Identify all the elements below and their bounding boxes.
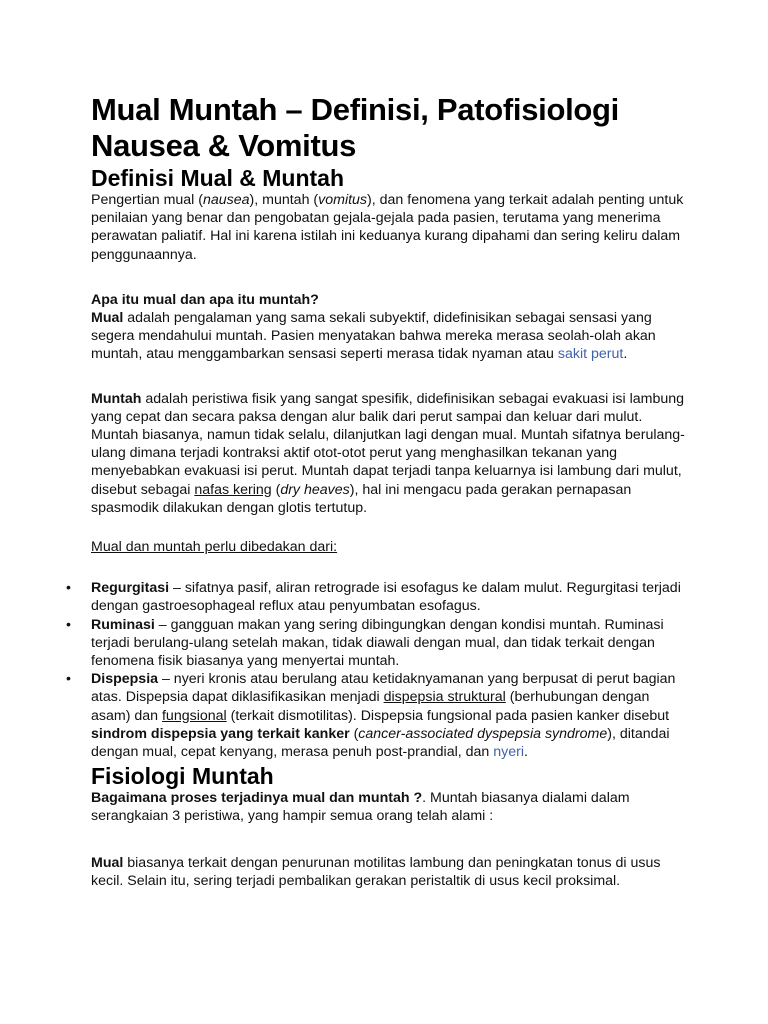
italic-term: dry heaves [280, 481, 350, 498]
text: biasanya terkait dengan penurunan motilitas lambung dan peningkatan tonus di usus kecil. Selain itu, sering terjadi pembalikan gerakan peristaltik di usus kecil proksimal. [91, 854, 661, 889]
list-item-regurgitasi [66, 579, 691, 615]
distinguish-list [66, 579, 691, 761]
text: (berhubungan dengan asam) dan [91, 689, 650, 724]
link-nyeri[interactable]: nyeri [493, 744, 525, 761]
document-title: Mual Muntah – Definisi, Patofisiologi Nausea & Vomitus [91, 92, 619, 163]
bullet-icon: • [66, 616, 71, 633]
bold-term: Dispepsia [91, 671, 159, 688]
text: adalah pengalaman yang sama sekali subyektif, didefinisikan sebagai sensasi yang segera mendahului muntah. Pasien menyatakan bahwa mereka merasa seolah-olah akan muntah, atau menggambarkan sensasi seperti merasa tidak nyaman atau [91, 310, 656, 363]
fisiologi-intro [91, 789, 691, 825]
section-heading-fisiologi: Fisiologi Muntah [91, 763, 274, 790]
underlined-term: nafas kering [194, 481, 272, 498]
text: . Muntah biasanya dialami dalam serangkaian 3 peristiwa, yang hampir semua orang telah alami : [91, 790, 630, 825]
text: – gangguan makan yang sering dibingungkan dengan kondisi muntah. Ruminasi terjadi berulang-ulang setelah makan, tidak diawali dengan mual, dan tidak terkait dengan fenomena fisik biasanya yang menyertai muntah. [91, 616, 664, 670]
text: . [623, 346, 628, 363]
distinguish-heading [91, 538, 691, 556]
text: . [524, 744, 528, 761]
underlined-term: fungsional [161, 707, 227, 724]
fisiologi-mual-paragraph [91, 854, 691, 890]
italic-term: nausea [202, 192, 250, 208]
section-heading-definisi: Definisi Mual & Muntah [91, 165, 344, 191]
bullet-icon: • [66, 580, 71, 597]
text: ( [271, 481, 281, 498]
bullet-icon: • [66, 671, 71, 688]
muntah-paragraph [91, 390, 691, 517]
text: – sifatnya pasif, aliran retrograde isi esofagus ke dalam mulut. Regurgitasi terjadi dengan gastroesophageal reflux atau penyumbatan esofagus. [91, 580, 681, 615]
italic-term: vomitus [318, 192, 368, 208]
bold-question: Apa itu mual dan apa itu muntah? [91, 291, 319, 308]
bold-question: Bagaimana proses terjadinya mual dan muntah ? [91, 790, 423, 807]
text: ), dan fenomena yang terkait adalah penting untuk penilaian yang benar dan pengobatan gejala-gejala pada pasien, terutama yang menerima perawatan paliatif. Hal ini karena istilah ini keduanya kurang dipahami dan sering keliru dalam penggunaannya. [91, 192, 684, 263]
mual-paragraph [91, 309, 691, 364]
intro-paragraph [91, 191, 691, 264]
question-heading [91, 291, 691, 309]
italic-term: cancer-associated dyspepsia syndrome [358, 725, 608, 742]
bold-term: Muntah [91, 390, 142, 407]
bold-term: sindrom dispepsia yang terkait kanker [91, 725, 350, 742]
bold-term: Mual [91, 854, 124, 871]
text: – nyeri kronis atau berulang atau ketidaknyamanan yang berpusat di perut bagian atas. Dispepsia dapat diklasifikasikan menjadi [91, 671, 676, 706]
bold-term: Ruminasi [91, 616, 155, 633]
list-item-dispepsia [66, 670, 691, 761]
text: adalah peristiwa fisik yang sangat spesifik, didefinisikan sebagai evakuasi isi lambung yang cepat dan secara paksa dengan alur balik dari perut sampai dan keluar dari mulut. Muntah biasanya, namun tidak selalu, dilanjutkan lagi dengan mual. Muntah sifatnya berulang-ulang dimana terjadi kontraksi aktif otot-otot perut yang menghasilkan tekanan yang menyebabkan evakuasi isi perut. Muntah dapat terjadi tanpa keluarnya isi lambung dari mulut, disebut sebagai [91, 390, 685, 498]
bold-term: Regurgitasi [91, 580, 170, 597]
text: (terkait dismotilitas). Dispepsia fungsional pada pasien kanker disebut [226, 707, 670, 724]
text: ), ditandai dengan mual, cepat kenyang, merasa penuh post-prandial, dan [91, 725, 670, 761]
link-sakit-perut[interactable]: sakit perut [557, 346, 624, 363]
bold-term: Mual [91, 310, 124, 327]
text: ), hal ini mengacu pada gerakan pernapasan spasmodik dilakukan dengan glotis tertutup. [91, 481, 632, 516]
list-item-ruminasi [66, 616, 691, 671]
underlined-term: dispepsia struktural [383, 689, 506, 706]
underlined-heading: Mual dan muntah perlu dibedakan dari: [91, 539, 338, 556]
text: ), muntah ( [249, 192, 319, 208]
document-page [66, 92, 691, 890]
text: ( [349, 725, 359, 742]
text: Pengertian mual ( [91, 192, 203, 208]
